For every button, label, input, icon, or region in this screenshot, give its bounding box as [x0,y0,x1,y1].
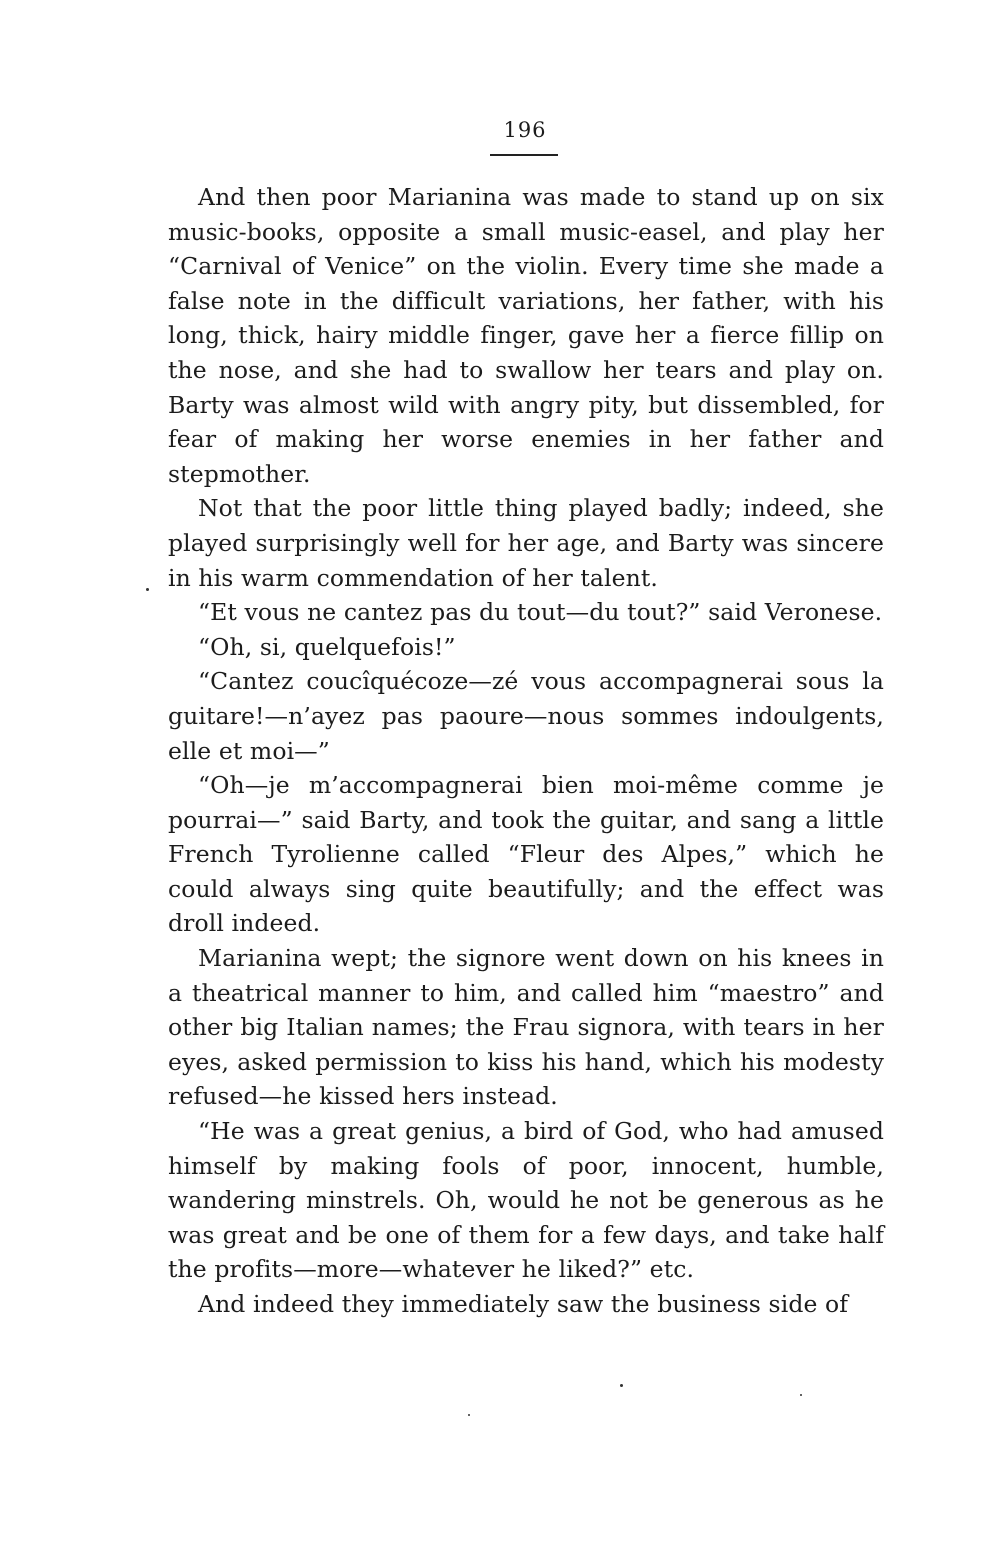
paragraph: “He was a great genius, a bird of God, who had amused himself by making fools of poor, innocent, humble, wandering minstrels. Oh, would he not be generous as he was great and be one of them for a few days, and take half the profits—more—whatever he liked?” etc. [168,1117,884,1284]
print-speck [468,1414,470,1416]
page-body [168,180,884,1322]
print-speck [800,1394,802,1396]
paragraph: Not that the poor little thing played badly; indeed, she played surprisingly well for her age, and Barty was sincere in his warm commendation of her talent. [168,494,884,592]
print-speck [146,588,149,591]
print-speck [620,1384,623,1387]
page-number: 196 [503,118,547,142]
paragraph: “Cantez coucîquécoze—zé vous accompagnerai sous la guitare!—n’ayez pas paoure—nous sommes indoulgents, elle et moi—” [168,667,884,765]
paragraph: “Oh, si, quelquefois!” [198,632,456,661]
paragraph: Marianina wept; the signore went down on his knees in a theatrical manner to him, and called him “maestro” and other big Italian names; the Frau signora, with tears in her eyes, asked permission to kiss his hand, which his modesty refused—he kissed hers instead. [168,944,884,1111]
paragraph: “Oh—je m’accompagnerai bien moi-même comme je pourrai—” said Barty, and took the guitar, and sang a little French Tyrolienne called “Fleur des Alpes,” which he could always sing quite beautifully; and the effect was droll indeed. [168,771,884,938]
paragraph: And then poor Marianina was made to stand up on six music-books, opposite a small music-easel, and play her “Carnival of Venice” on the violin. Every time she made a false note in the difficult variations, her father, with his long, thick, hairy middle finger, gave her a fierce fillip on the nose, and she had to swallow her tears and play on. Barty was almost wild with angry pity, but dissembled, for fear of making her worse enemies in her father and stepmother. [168,183,884,488]
paragraph: “Et vous ne cantez pas du tout—du tout?” said Veronese. [198,598,883,627]
header-rule [490,154,558,156]
paragraph-continued: And indeed they immediately saw the business side of [198,1290,849,1318]
